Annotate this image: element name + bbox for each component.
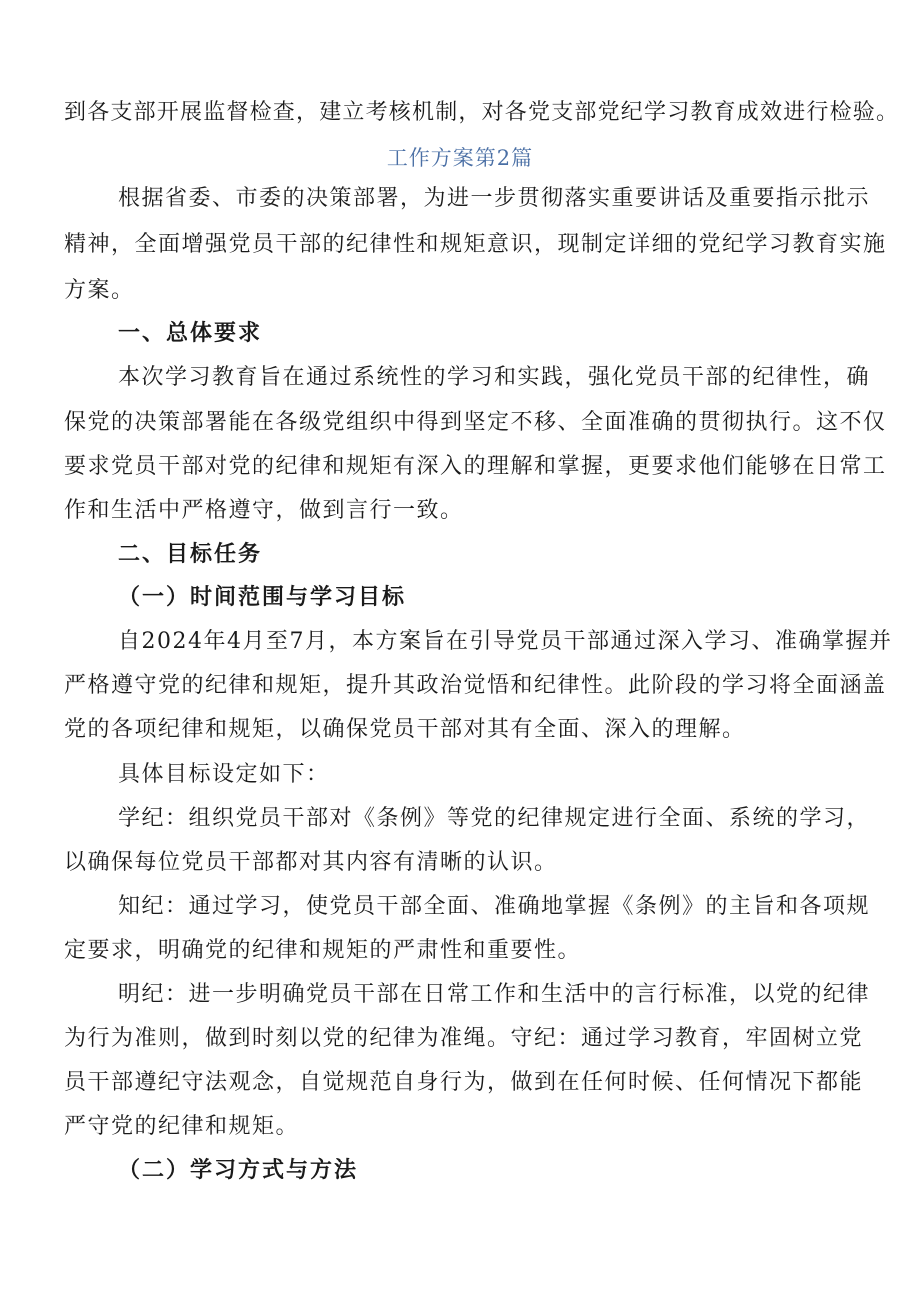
subsection-heading: （二）学习方式与方法	[118, 1158, 359, 1183]
paragraph-line: 保党的决策部署能在各级党组织中得到坚定不移、全面准确的贯彻执行。这不仅	[64, 410, 887, 435]
paragraph-line: 根据省委、市委的决策部署，为进一步贯彻落实重要讲话及重要指示批示	[118, 186, 871, 211]
paragraph-line: 方案。	[64, 278, 135, 303]
paragraph-line: 具体目标设定如下：	[118, 762, 330, 787]
paragraph-line: 作和生活中严格遵守，做到言行一致。	[64, 498, 464, 523]
paragraph-line: 精神，全面增强党员干部的纪律性和规矩意识，现制定详细的党纪学习教育实施	[64, 232, 887, 257]
paragraph-line: 到各支部开展监督检查，建立考核机制，对各党支部党纪学习教育成效进行检验。	[64, 100, 900, 125]
paragraph-line: 严格遵守党的纪律和规矩，提升其政治觉悟和纪律性。此阶段的学习将全面涵盖	[64, 673, 887, 698]
paragraph-line: 明纪：进一步明确党员干部在日常工作和生活中的言行标准，以党的纪律	[118, 982, 871, 1007]
section-heading: 一、总体要求	[118, 321, 263, 346]
paragraph-line: 以确保每位党员干部都对其内容有清晰的认识。	[64, 850, 558, 875]
paragraph-line: 为行为准则，做到时刻以党的纪律为准绳。守纪：通过学习教育，牢固树立党	[64, 1026, 864, 1051]
paragraph-line: 党的各项纪律和规矩，以确保党员干部对其有全面、深入的理解。	[64, 717, 746, 742]
paragraph-line: 严守党的纪律和规矩。	[64, 1114, 300, 1139]
paragraph-line: 知纪：通过学习，使党员干部全面、准确地掌握《条例》的主旨和各项规	[118, 894, 871, 919]
subsection-heading: （一）时间范围与学习目标	[118, 585, 407, 610]
paragraph-line: 本次学习教育旨在通过系统性的学习和实践，强化党员干部的纪律性，确	[118, 365, 871, 390]
paragraph-line: 员干部遵纪守法观念，自觉规范自身行为，做到在任何时候、任何情况下都能	[64, 1070, 864, 1095]
section-heading: 二、目标任务	[118, 542, 263, 567]
paragraph-line: 学纪：组织党员干部对《条例》等党的纪律规定进行全面、系统的学习，	[118, 806, 871, 831]
paragraph-line: 要求党员干部对党的纪律和规矩有深入的理解和掌握，更要求他们能够在日常工	[64, 454, 887, 479]
paragraph-line: 自2024年4月至7月，本方案旨在引导党员干部通过深入学习、准确掌握并	[118, 629, 893, 654]
document-title: 工作方案第2篇	[386, 146, 534, 170]
paragraph-line: 定要求，明确党的纪律和规矩的严肃性和重要性。	[64, 938, 582, 963]
